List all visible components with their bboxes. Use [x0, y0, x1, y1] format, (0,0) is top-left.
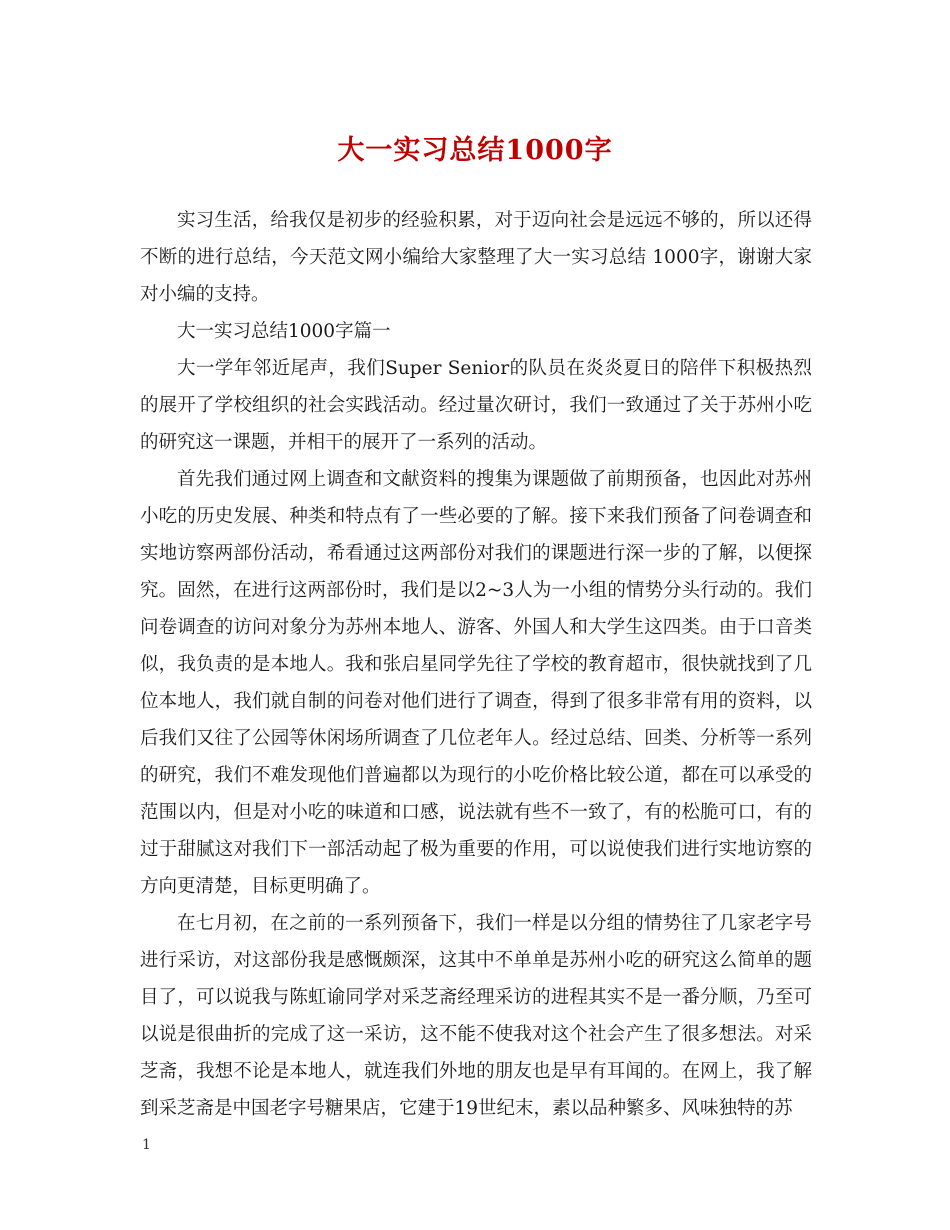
- paragraph-intro: 实习生活，给我仅是初步的经验积累，对于迈向社会是远远不够的，所以还得不断的进行总结，今天范文网小编给大家整理了大一实习总结 1000字，谢谢大家对小编的支持。: [140, 210, 812, 305]
- document-title: 大一实习总结1000字: [337, 135, 613, 166]
- section-heading: 大一实习总结1000字篇一: [177, 321, 391, 342]
- paragraph-3: 在七月初，在之前的一系列预备下，我们一样是以分组的情势往了几家老字号进行采访，对这部份我是感慨颇深，这其中不单单是苏州小吃的研究这么简单的题目了，可以说我与陈虹谕同学对采芝斋经理采访的进程其实不是一番分顺，乃至可以说是很曲折的完成了这一采访，这不能不使我对这个社会产生了很多想法。对采芝斋，我想不论是本地人，就连我们外地的朋友也是早有耳闻的。在网上，我了解到采芝斋是中国老字号糖果店，它建于19世纪末，素以品种繁多、风味独特的苏: [140, 913, 812, 1119]
- paragraph-1: 大一学年邻近尾声，我们Super Senior的队员在炎炎夏日的陪伴下积极热烈的展开了学校组织的社会实践活动。经过量次研讨，我们一致通过了关于苏州小吃的研究这一课题，并相干的展开了一系列的活动。: [140, 358, 812, 453]
- document-body: [140, 202, 812, 1127]
- paragraph-2: 首先我们通过网上调查和文献资料的搜集为课题做了前期预备，也因此对苏州小吃的历史发展、种类和特点有了一些必要的了解。接下来我们预备了问卷调查和实地访察两部份活动，希看通过这两部份对我们的课题进行深一步的了解，以便探究。固然，在进行这两部份时，我们是以2~3人为一小组的情势分头行动的。我们问卷调查的访问对象分为苏州本地人、游客、外国人和大学生这四类。由于口音类似，我负责的是本地人。我和张启星同学先往了学校的教育超市，很快就找到了几位本地人，我们就自制的问卷对他们进行了调查，得到了很多非常有用的资料，以后我们又往了公园等休闲场所调查了几位老年人。经过总结、回类、分析等一系列的研究，我们不难发现他们普遍都以为现行的小吃价格比较公道，都在可以承受的范围以内，但是对小吃的味道和口感，说法就有些不一致了，有的松脆可口，有的过于甜腻这对我们下一部活动起了极为重要的作用，可以说使我们进行实地访察的方向更清楚，目标更明确了。: [140, 469, 812, 897]
- page-number: 1: [142, 1137, 151, 1153]
